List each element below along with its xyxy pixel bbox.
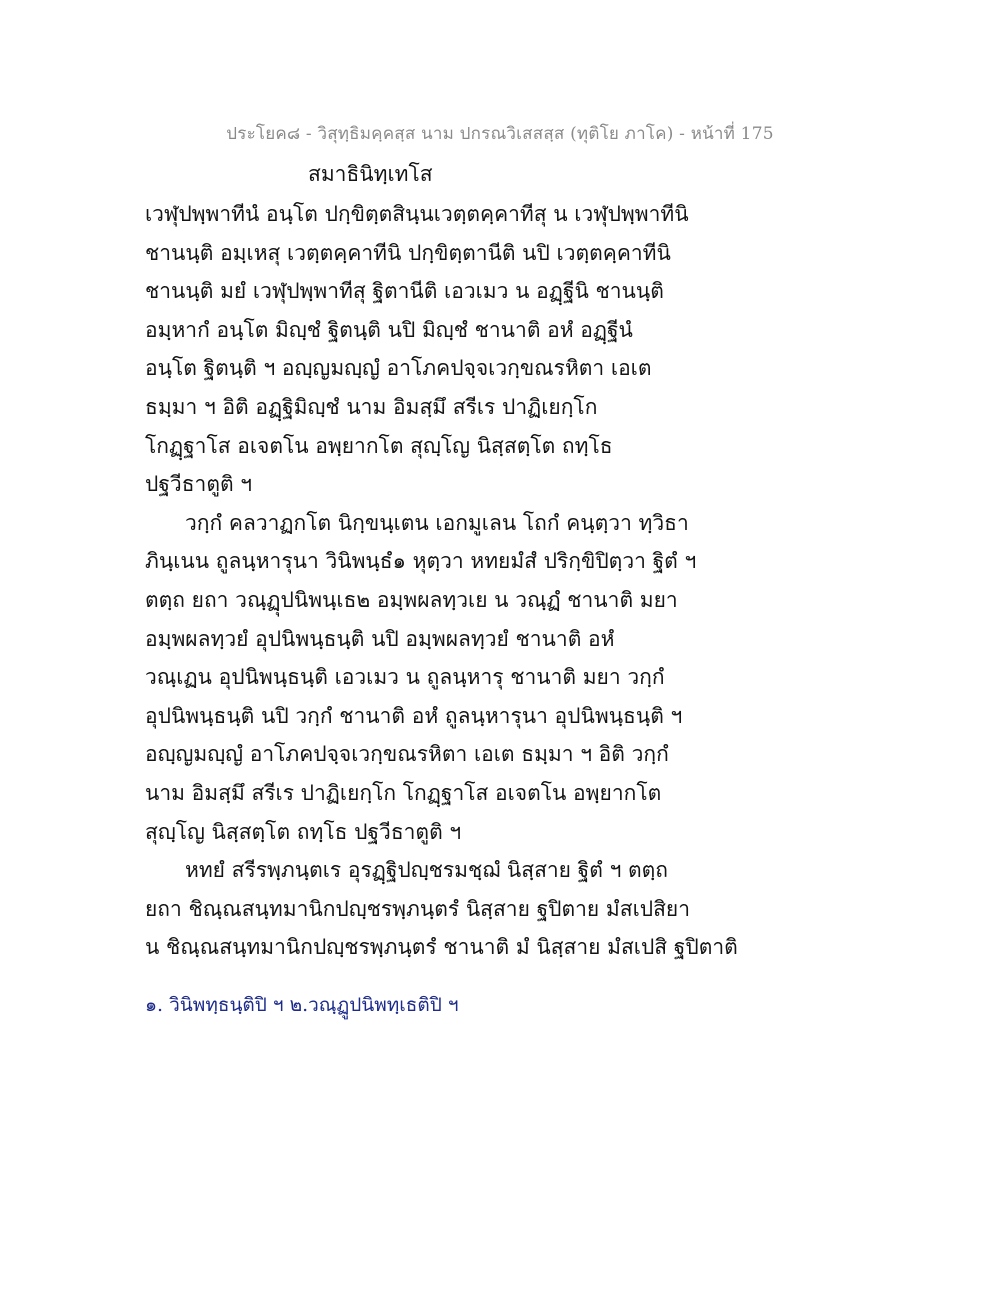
text-line: อนฺโต ฐิตนฺติ ฯ อญฺญมญฺญํ อาโภคปจฺจเวกฺขณรหิตา เอเต — [145, 356, 652, 381]
text-line: ตตฺถ ยถา วณฺฏุปนิพนฺเธ๒ อมฺพผลทฺวเย น วณฺฏํ ชานาติ มยา — [145, 587, 678, 612]
text-line: สุญฺโญ นิสฺสตฺโต ถทฺโธ ปฐวีธาตูติ ฯ — [145, 819, 462, 844]
text-line: อมฺหากํ อนฺโต มิญฺชํ ฐิตนฺติ นปิ มิญฺชํ ชานาติ อหํ อฏฺฐีนํ — [145, 317, 633, 342]
text-line: ชานนฺติ มยํ เวฬุปพฺพาทีสุ ฐิตานีติ เอวเมว น อฏฺฐีนิ ชานนฺติ — [145, 279, 664, 304]
page-header: ประโยค๘ - วิสุทฺธิมคฺคสฺส นาม ปกรณวิเสสสฺส (ทุติโย ภาโค) - หน้าที่ 175 — [226, 124, 774, 144]
text-line: อมฺพผลทฺวยํ อุปนิพนฺธนฺติ นปิ อมฺพผลทฺวยํ ชานาติ อหํ — [145, 626, 615, 651]
text-line: อญฺญมญฺญํ อาโภคปจฺจเวกฺขณรหิตา เอเต ธมฺมา ฯ อิติ วกฺกํ — [145, 742, 669, 767]
text-line: ปฐวีธาตูติ ฯ — [145, 472, 253, 497]
text-line: โกฏฺฐาโส อเจตโน อพฺยากโต สุญฺโญ นิสฺสตฺโต ถทฺโธ — [145, 433, 613, 458]
text-line: นาม อิมสฺมึ สรีเร ปาฏิเยกฺโก โกฏฺฐาโส อเจตโน อพฺยากโต — [145, 780, 662, 805]
text-line: เวฬุปพฺพาทีนํ อนฺโต ปกฺขิตฺตสินฺนเวตฺตคฺคาทีสุ น เวฬุปพฺพาทีนิ — [145, 202, 689, 226]
section-heading: สมาธินิทฺเทโส — [308, 162, 433, 186]
text-line: น ชิณฺณสนฺทมานิกปญฺชรพฺภนฺตรํ ชานาติ มํ นิสฺสาย มํสเปสิ ฐปิตาติ — [145, 935, 738, 960]
text-line: วณฺเฏน อุปนิพนฺธนฺติ เอวเมว น ถูลนฺหารุ ชานาติ มยา วกฺกํ — [145, 665, 665, 690]
text-line: ธมฺมา ฯ อิติ อฏฺฐิมิญฺชํ นาม อิมสฺมึ สรีเร ปาฏิเยกฺโก — [145, 394, 598, 419]
body-text — [145, 195, 845, 967]
text-line: อุปนิพนฺธนฺติ นปิ วกฺกํ ชานาติ อหํ ถูลนฺหารุนา อุปนิพนฺธนฺติ ฯ — [145, 703, 683, 728]
text-line: ภินฺเนน ถูลนฺหารุนา วินิพนฺธํ๑ หุตฺวา หทยมํสํ ปริกฺขิปิตฺวา ฐิตํ ฯ — [145, 549, 697, 574]
text-line: ชานนฺติ อมฺเหสุ เวตฺตคฺคาทีนิ ปกฺขิตฺตานีติ นปิ เวตฺตคฺคาทีนิ — [145, 240, 671, 265]
footnote: ๑. วินิพทฺธนฺติปิ ฯ ๒.วณฺฏูปนิพทฺเธติปิ ฯ — [145, 994, 459, 1016]
paragraph-start-line: หทยํ สรีรพฺภนฺตเร อุรฏฺฐิปญฺชรมชฺฌํ นิสฺสาย ฐิตํ ฯ ตตฺถ — [185, 858, 669, 883]
paragraph-start-line: วกฺกํ คลวาฏกโต นิกฺขนฺเตน เอกมูเลน โถกํ คนฺตฺวา ทฺวิธา — [185, 510, 689, 535]
text-line: ยถา ชิณฺณสนฺทมานิกปญฺชรพฺภนฺตรํ นิสฺสาย ฐปิตาย มํสเปสิยา — [145, 896, 690, 921]
